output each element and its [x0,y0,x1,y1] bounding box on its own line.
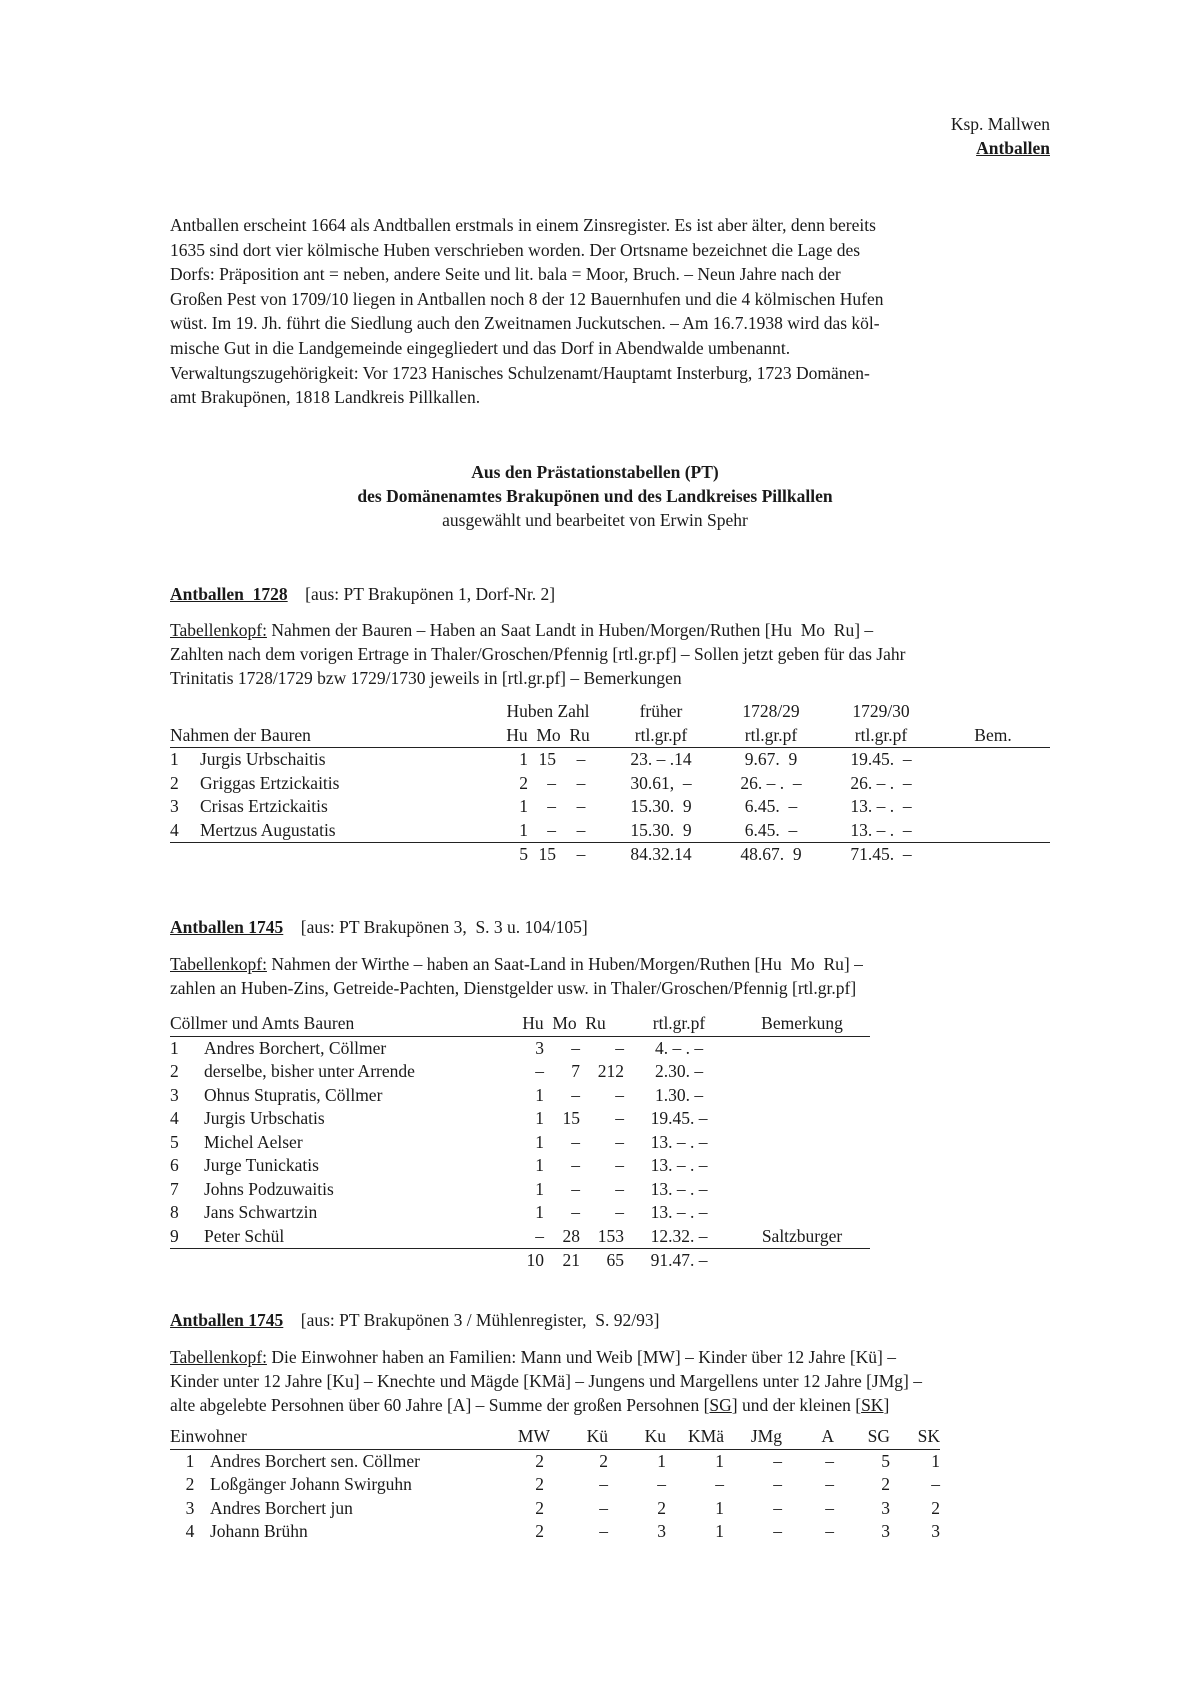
table-cell: 2 [519,772,528,793]
table-cell: 1 [657,1450,666,1471]
table-cell: 1729/30 [852,701,910,721]
table-cell: 2 [535,1450,544,1471]
table-cell: 65 [606,1250,624,1270]
table-cell: 3 [931,1521,940,1541]
table-cell: – [576,772,586,793]
table-cell: 3 [170,796,179,816]
table-cell: zahlen an Huben-Zins, Getreide-Pachten, Dienstgelder usw. in Thaler/Groschen/Pfennig [rtl.gr.pf] [170,978,857,998]
table-head-label: Tabellenkopf: [170,954,267,974]
table-cell: 15.30. 9 [606,819,716,843]
table-cell: – [773,1521,782,1541]
table-cell: 6.45. – [744,796,798,816]
table-cell: 1 [535,1155,544,1175]
table-cell: 4. – . – [654,1037,704,1058]
table-cell: 15.30. 9 [630,796,692,816]
table-cell: – [576,749,586,769]
table-cell: 2 [931,1497,940,1518]
table-row [170,748,1050,772]
table-cell: 26. – . – [850,772,912,793]
table-cell: 15 [562,1108,580,1128]
table-cell [734,1036,870,1060]
table-cell: 1 [931,1450,940,1471]
table-cell: 12.32. – [624,1225,734,1249]
table-cell: – [599,1497,608,1518]
title-line-1: Aus den Prästationstabellen (PT) [471,462,719,482]
table-cell: 3 [881,1521,890,1541]
table-row [170,795,1050,819]
table-row [170,1060,870,1084]
table-cell: 1 [170,1037,179,1058]
table-cell: Trinitatis 1728/1729 bzw 1729/1730 jeweils in [rtl.gr.pf] – Bemerkungen [170,668,682,688]
table-cell: Nahmen der Bauren – Haben an Saat Landt in Huben/Morgen/Ruthen [Hu Mo Ru] – [266,620,874,640]
table-cell: 13. – . – [826,819,936,843]
table-head-label: Tabellenkopf: [170,1347,267,1367]
table-cell: 2 [599,1450,608,1471]
table-cell: 13. – . – [650,1202,708,1222]
column-header-a: A [782,1425,834,1449]
section-title: Antballen 1745 [170,917,284,937]
table-cell: 1 [535,1178,544,1199]
table-cell: Zahlten nach dem vorigen Ertrage in Thaler/Groschen/Pfennig [rtl.gr.pf] – Sollen jetzt geben für das Jahr [170,644,906,664]
table-cell: 2 [185,1474,195,1494]
table-cell: – [599,1521,608,1541]
table-row [170,1201,870,1225]
table-header [170,724,1050,748]
table-cell: – [599,1474,608,1494]
column-header-name: Cöllmer und Amts Bauren [170,1012,504,1036]
table-cell: früher [639,701,683,721]
table-cell: 91.47. – [650,1250,708,1270]
table-cell: – [615,1084,624,1105]
column-header-name: Einwohner [170,1425,480,1449]
table-cell: 30.61, – [630,772,692,793]
table-cell: 6.45. – [716,819,826,843]
intro-line: Großen Pest von 1709/10 liegen in Antballen noch 8 der 12 Bauernhufen und die 4 kölmischen Hufen [170,288,884,309]
table-cell: – [528,819,556,843]
table-cell: 2.30. – [654,1061,704,1081]
table-cell: – [773,1474,782,1494]
table-cell: 1 [185,1450,195,1471]
table-cell: – [571,1155,580,1175]
section-1745-mill-heading [170,1308,659,1332]
table-cell: 4 [170,819,200,843]
table-cell: 3 [185,1497,195,1518]
table-cell: 26. – . – [740,772,802,793]
table-cell: 7 [571,1061,580,1081]
column-header-sk: SK [890,1425,940,1449]
table-cell: 2 [657,1497,666,1518]
table-cell: 2 [881,1474,890,1494]
table-cell [734,1201,870,1225]
table-cell: Peter Schül [204,1225,504,1249]
table-cell: 1 [715,1450,724,1471]
table-1745-inhabitants [170,1425,940,1544]
table-cell: 3 [170,1084,179,1105]
column-header-hu-mo-ru: Hu Mo Ru [504,1012,624,1036]
table-cell: 71.45. – [850,844,912,864]
table-cell: Kinder unter 12 Jahre [Ku] – Knechte und Mägde [KMä] – Jungens und Margellens unter 12 Jahre [JMg] – [170,1371,922,1391]
table-cell: – [571,1131,580,1152]
table-row [170,1131,870,1155]
section-1745-mill-description: Tabellenkopf: Die Einwohner haben an Familien: Mann und Weib [MW] – Kinder über 12 Jahre [Kü] – Kinder unter 12 Jahre [Ku] – Knechte und Mägde [KMä] – Jungens und Margellens unter 12 Jahre [JMg] – alte abgelebte Persohnen über 60 Jahre [A] – Summe der großen Persohnen [SG] und der kleinen [SK] [170,1345,1050,1417]
table-cell: Andres Borchert sen. Cöllmer [210,1450,420,1471]
table-row [170,1178,870,1202]
table-cell [734,1060,870,1084]
table-cell: – [547,772,556,793]
table-header [170,1012,870,1036]
table-cell: derselbe, bisher unter Arrende [204,1061,415,1081]
table-cell: Nahmen der Wirthe – haben an Saat-Land in Huben/Morgen/Ruthen [Hu Mo Ru] – [266,954,863,974]
table-cell: 1728/29 [742,701,800,721]
table-cell: 1 [535,1108,544,1128]
column-header-sg: SG [834,1425,890,1449]
table-cell: Saltzburger [734,1225,870,1249]
column-header-jmg: JMg [724,1425,782,1449]
column-header-1729: rtl.gr.pf [826,724,936,748]
intro-line: 1635 sind dort vier kölmische Huben verschrieben worden. Der Ortsname bezeichnet die Lage des [170,239,861,260]
table-cell: 6 [170,1155,179,1175]
table-row [170,1520,940,1544]
table-cell [936,748,1050,772]
table-cell: 21 [562,1250,580,1270]
table-cell [734,1178,870,1202]
table-cell: – [615,1178,624,1199]
table-cell: Huben Zahl [506,701,590,721]
section-source: [aus: PT Brakupönen 3 / Mühlenregister, S. 92/93] [300,1310,660,1330]
table-cell: 48.67. 9 [740,844,802,864]
table-cell: SG [709,1395,732,1415]
table-cell: 5 [881,1450,890,1471]
intro-line: Dorfs: Präposition ant = neben, andere Seite und lit. bala = Moor, Bruch. – Neun Jahre nach der [170,264,841,285]
table-cell: Jurgis Urbschatis [204,1108,325,1128]
table-cell [734,1084,870,1108]
table-cell: – [615,1108,624,1128]
place-title: Antballen [976,138,1050,158]
table-cell: 7 [170,1178,179,1199]
column-header-hu-mo-ru: Hu Mo Ru [490,724,606,748]
table-cell [734,1154,870,1178]
column-header-bem: Bemerkung [734,1012,870,1036]
table-cell: – [615,1131,624,1152]
table-row [170,1225,870,1249]
table-cell: – [615,1037,624,1058]
table-cell: – [571,1037,580,1058]
table-cell: Jurgis Urbschaitis [200,749,326,769]
section-1728-description [170,618,1050,690]
table-row [170,1497,940,1521]
intro-line: mische Gut in die Landgemeinde eingegliedert und das Dorf in Abendwalde umbenannt. [170,337,791,358]
table-cell: Die Einwohner haben an Familien: Mann und Weib [MW] – Kinder über 12 Jahre [Kü] – [266,1347,897,1367]
table-cell: – [715,1474,724,1494]
table-cell: 8 [170,1202,179,1222]
column-header-kmae: KMä [666,1425,724,1449]
table-head-label: Tabellenkopf: [170,620,267,640]
table-cell: Jans Schwartzin [204,1202,318,1222]
table-cell: 2 [170,1061,179,1081]
table-cell: Andres Borchert, Cöllmer [204,1037,387,1058]
table-cell: – [571,1202,580,1222]
table-row [170,1473,940,1497]
table-cell: 3 [881,1497,890,1518]
table-1728 [170,700,1050,867]
table-cell: 13. – . – [650,1155,708,1175]
table-cell: 3 [657,1521,666,1541]
table-total-row [170,843,1050,867]
table-cell [936,795,1050,819]
table-cell: 212 [597,1061,624,1081]
table-cell: Crisas Ertzickaitis [200,796,328,816]
table-row [170,1084,870,1108]
table-cell: 1 [519,749,528,769]
table-cell: – [825,1497,834,1518]
intro-paragraph [170,213,1050,410]
table-cell: 2 [535,1497,544,1518]
table-row [170,819,1050,843]
table-row [170,1449,940,1473]
table-cell: – [571,1084,580,1105]
table-cell: 15 [538,844,556,864]
table-cell: 84.32.14 [630,844,692,864]
table-cell: 10 [526,1250,544,1270]
column-header-ku: Ku [608,1425,666,1449]
table-cell: 5 [170,1131,179,1152]
table-cell: 4 [170,1108,179,1128]
table-cell: 23. – .14 [630,749,692,769]
table-cell: – [576,844,586,864]
table-cell: Griggas Ertzickaitis [200,772,340,793]
table-header-top [170,700,1050,724]
table-cell: 9 [170,1225,204,1249]
title-line-3: ausgewählt und bearbeitet von Erwin Spehr [442,510,748,530]
table-cell: 9.67. 9 [744,749,798,769]
table-cell: 4 [185,1521,195,1541]
table-cell: 1 [535,1131,544,1152]
table-cell: 1 [715,1521,724,1541]
table-cell: – [825,1450,834,1471]
table-cell: – [535,1061,544,1081]
intro-line: Antballen erscheint 1664 als Andtballen erstmals in einem Zinsregister. Es ist aber älter, denn bereits [170,215,876,235]
table-cell: 5 [519,844,528,864]
table-cell: Ohnus Stupratis, Cöllmer [204,1084,383,1105]
table-cell [936,772,1050,796]
section-source: [aus: PT Brakupönen 1, Dorf-Nr. 2] [305,584,556,604]
table-row [170,772,1050,796]
table-cell: – [615,1155,624,1175]
column-header-frueher: rtl.gr.pf [606,724,716,748]
section-1745-heading [170,915,588,939]
table-row [170,1154,870,1178]
table-cell: 1.30. – [654,1084,704,1105]
table-1745-tax [170,1012,870,1273]
table-cell: 1 [535,1202,544,1222]
section-title: Antballen 1745 [170,1310,284,1330]
table-cell: 19.45. – [850,749,912,769]
table-cell: 3 [535,1037,544,1058]
column-header-mw: MW [480,1425,550,1449]
table-cell: und der kleinen [737,1395,856,1415]
table-cell: 13. – . – [650,1178,708,1199]
column-header-amount: rtl.gr.pf [624,1012,734,1036]
table-cell: – [556,819,606,843]
table-cell: – [773,1450,782,1471]
table-cell [734,1131,870,1155]
table-cell: 1 [490,819,528,843]
table-cell: 2 [535,1521,544,1541]
table-header [170,1425,940,1449]
column-header-bem: Bem. [936,724,1050,748]
section-title: Antballen 1728 [170,584,288,604]
table-cell: alte abgelebte Persohnen über 60 Jahre [A] – Summe der großen Persohnen [170,1395,704,1415]
table-cell: – [825,1521,834,1541]
intro-line: Verwaltungszugehörigkeit: Vor 1723 Hanisches Schulzenamt/Hauptamt Insterburg, 1723 Domänen- [170,362,870,383]
table-cell: 1 [170,749,179,769]
table-cell: Andres Borchert jun [210,1497,353,1518]
table-cell: Jurge Tunickatis [204,1155,319,1175]
table-row [170,1036,870,1060]
table-cell: – [773,1497,782,1518]
table-cell: – [504,1225,544,1249]
column-header-name: Nahmen der Bauren [170,724,490,748]
column-header-1728: rtl.gr.pf [716,724,826,748]
table-cell: 1 [715,1497,724,1518]
table-cell: 15 [538,749,556,769]
table-cell: 153 [580,1225,624,1249]
table-cell [734,1107,870,1131]
section-1745-description [170,952,1050,1000]
table-cell: Michel Aelser [204,1131,303,1152]
parish-label: Ksp. Mallwen [950,114,1050,134]
table-total-row [170,1249,870,1273]
title-line-2: des Domänenamtes Brakupönen und des Landkreises Pillkallen [357,486,833,506]
table-cell: 2 [535,1474,544,1494]
table-cell: Mertzus Augustatis [200,819,490,843]
document-header [951,112,1050,160]
table-cell: 1 [535,1084,544,1105]
table-cell [936,819,1050,843]
table-cell: – [576,796,586,816]
column-header-kue: Kü [550,1425,608,1449]
section-1728-heading [170,582,555,606]
title-block [0,460,1190,532]
table-cell: – [931,1474,940,1494]
table-cell: Johns Podzuwaitis [204,1178,334,1199]
section-source: [aus: PT Brakupönen 3, S. 3 u. 104/105] [300,917,588,937]
intro-line: wüst. Im 19. Jh. führt die Siedlung auch den Zweitnamen Juckutschen. – Am 16.7.1938 wird das köl- [170,313,880,334]
table-cell: 19.45. – [650,1108,708,1128]
table-cell: – [615,1202,624,1222]
table-cell: Johann Brühn [210,1521,308,1541]
table-row [170,1107,870,1131]
table-cell: – [657,1474,666,1494]
table-cell: 13. – . – [850,796,912,816]
table-cell: 28 [544,1225,580,1249]
intro-line: amt Brakupönen, 1818 Landkreis Pillkallen. [170,387,481,408]
table-cell: Loßgänger Johann Swirguhn [210,1474,412,1494]
table-cell: 13. – . – [650,1131,708,1152]
table-cell: – [547,796,556,816]
table-cell: 1 [519,796,528,816]
table-cell: SK [861,1395,884,1415]
table-cell: – [825,1474,834,1494]
table-cell: 2 [170,772,179,793]
table-cell: – [571,1178,580,1199]
